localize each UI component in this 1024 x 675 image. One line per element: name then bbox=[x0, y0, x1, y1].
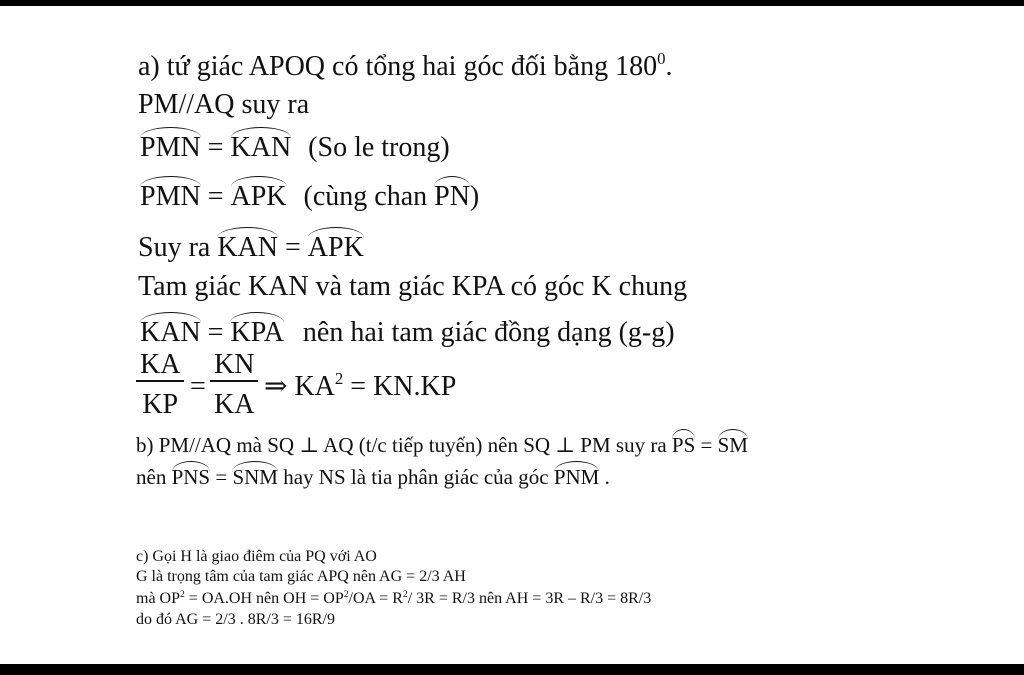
equals-sign: = bbox=[200, 181, 231, 212]
degree-superscript: 0 bbox=[657, 49, 666, 69]
part-b-line2-end: . bbox=[599, 465, 610, 489]
part-b-line2-text: hay NS là tia phân giác của góc bbox=[277, 465, 554, 489]
angle-pmn: PMN bbox=[140, 132, 201, 163]
angle-kpa: KPA bbox=[230, 317, 284, 348]
fraction-denominator: KA bbox=[214, 389, 255, 420]
note-close-paren: ) bbox=[469, 181, 480, 212]
similar-triangles-note: nên hai tam giác đồng dạng (g-g) bbox=[302, 317, 675, 348]
part-c-line3-d: / 3R = R/3 nên AH = 3R – R/3 = 8R/3 bbox=[407, 590, 652, 607]
part-a-line3 bbox=[140, 131, 450, 165]
part-a-line6: Tam giác KAN và tam giác KPA có góc K chung bbox=[138, 271, 688, 302]
part-c-line3-a: mà OP bbox=[136, 590, 180, 607]
part-c-line3-c: /OA = R bbox=[348, 590, 403, 607]
fraction-result bbox=[264, 370, 456, 404]
angle-apk: APK bbox=[307, 232, 364, 263]
equals-sign: = bbox=[210, 465, 233, 489]
part-a-line7 bbox=[140, 316, 675, 350]
angle-kan: KAN bbox=[217, 232, 278, 263]
arc-pn: PN bbox=[434, 181, 470, 212]
equals-kn-kp: = KN.KP bbox=[343, 371, 457, 402]
suy-ra-text: Suy ra bbox=[138, 232, 218, 263]
angle-pns: PNS bbox=[171, 465, 211, 489]
part-b-line2-prefix: nên bbox=[136, 465, 172, 489]
fraction-numerator: KN bbox=[210, 350, 258, 382]
part-a-line4 bbox=[140, 180, 479, 214]
square-superscript: 2 bbox=[334, 369, 344, 389]
angle-apk: APK bbox=[230, 181, 287, 212]
fraction-ka-kp bbox=[136, 350, 184, 422]
arc-sm: SM bbox=[717, 433, 748, 457]
document-page bbox=[0, 6, 1024, 667]
angle-snm: SNM bbox=[232, 465, 278, 489]
part-c-line3 bbox=[136, 589, 651, 609]
implies-ka: ⇒ KA bbox=[264, 371, 335, 402]
fraction-denominator: KP bbox=[142, 389, 179, 420]
note-cung-chan: (cùng chan bbox=[303, 181, 435, 212]
square-superscript: 2 bbox=[180, 588, 185, 600]
equals-sign: = bbox=[200, 132, 231, 163]
part-c-line1: c) Gọi H là giao điêm của PQ với AO bbox=[136, 548, 377, 565]
part-c-line3-b: = OA.OH nên OH = OP bbox=[184, 590, 344, 607]
square-superscript: 2 bbox=[402, 588, 408, 600]
part-c-line4: do đó AG = 2/3 . 8R/3 = 16R/9 bbox=[136, 611, 335, 628]
angle-kan: KAN bbox=[140, 317, 201, 348]
equals-sign: = bbox=[200, 317, 231, 348]
note-so-le-trong: (So le trong) bbox=[308, 132, 450, 163]
fraction-equals: = bbox=[190, 371, 206, 402]
angle-pmn: PMN bbox=[140, 181, 201, 212]
part-a-line1-text: a) tứ giác APOQ có tổng hai góc đối bằng 180 bbox=[138, 51, 658, 82]
equals-sign: = bbox=[278, 232, 308, 263]
arc-ps: PS bbox=[671, 433, 696, 457]
equals-sign: = bbox=[695, 433, 718, 457]
square-superscript: 2 bbox=[343, 588, 349, 600]
angle-pnm: PNM bbox=[553, 465, 600, 489]
fraction-numerator: KA bbox=[136, 350, 184, 382]
part-a-line2: PM//AQ suy ra bbox=[138, 89, 310, 120]
part-a-line5 bbox=[138, 231, 364, 265]
angle-kan: KAN bbox=[230, 132, 292, 163]
part-b-line1-text: b) PM//AQ mà SQ ⊥ AQ (t/c tiếp tuyến) nên SQ ⊥ PM suy ra bbox=[136, 433, 672, 457]
fraction-kn-ka bbox=[210, 350, 258, 422]
part-c-line2: G là trọng tâm của tam giác APQ nên AG = 2/3 AH bbox=[136, 568, 466, 585]
part-a-line1-end: . bbox=[665, 51, 673, 82]
part-b-line1 bbox=[136, 433, 748, 458]
part-a-line1 bbox=[138, 50, 672, 84]
part-b-line2 bbox=[136, 465, 610, 490]
